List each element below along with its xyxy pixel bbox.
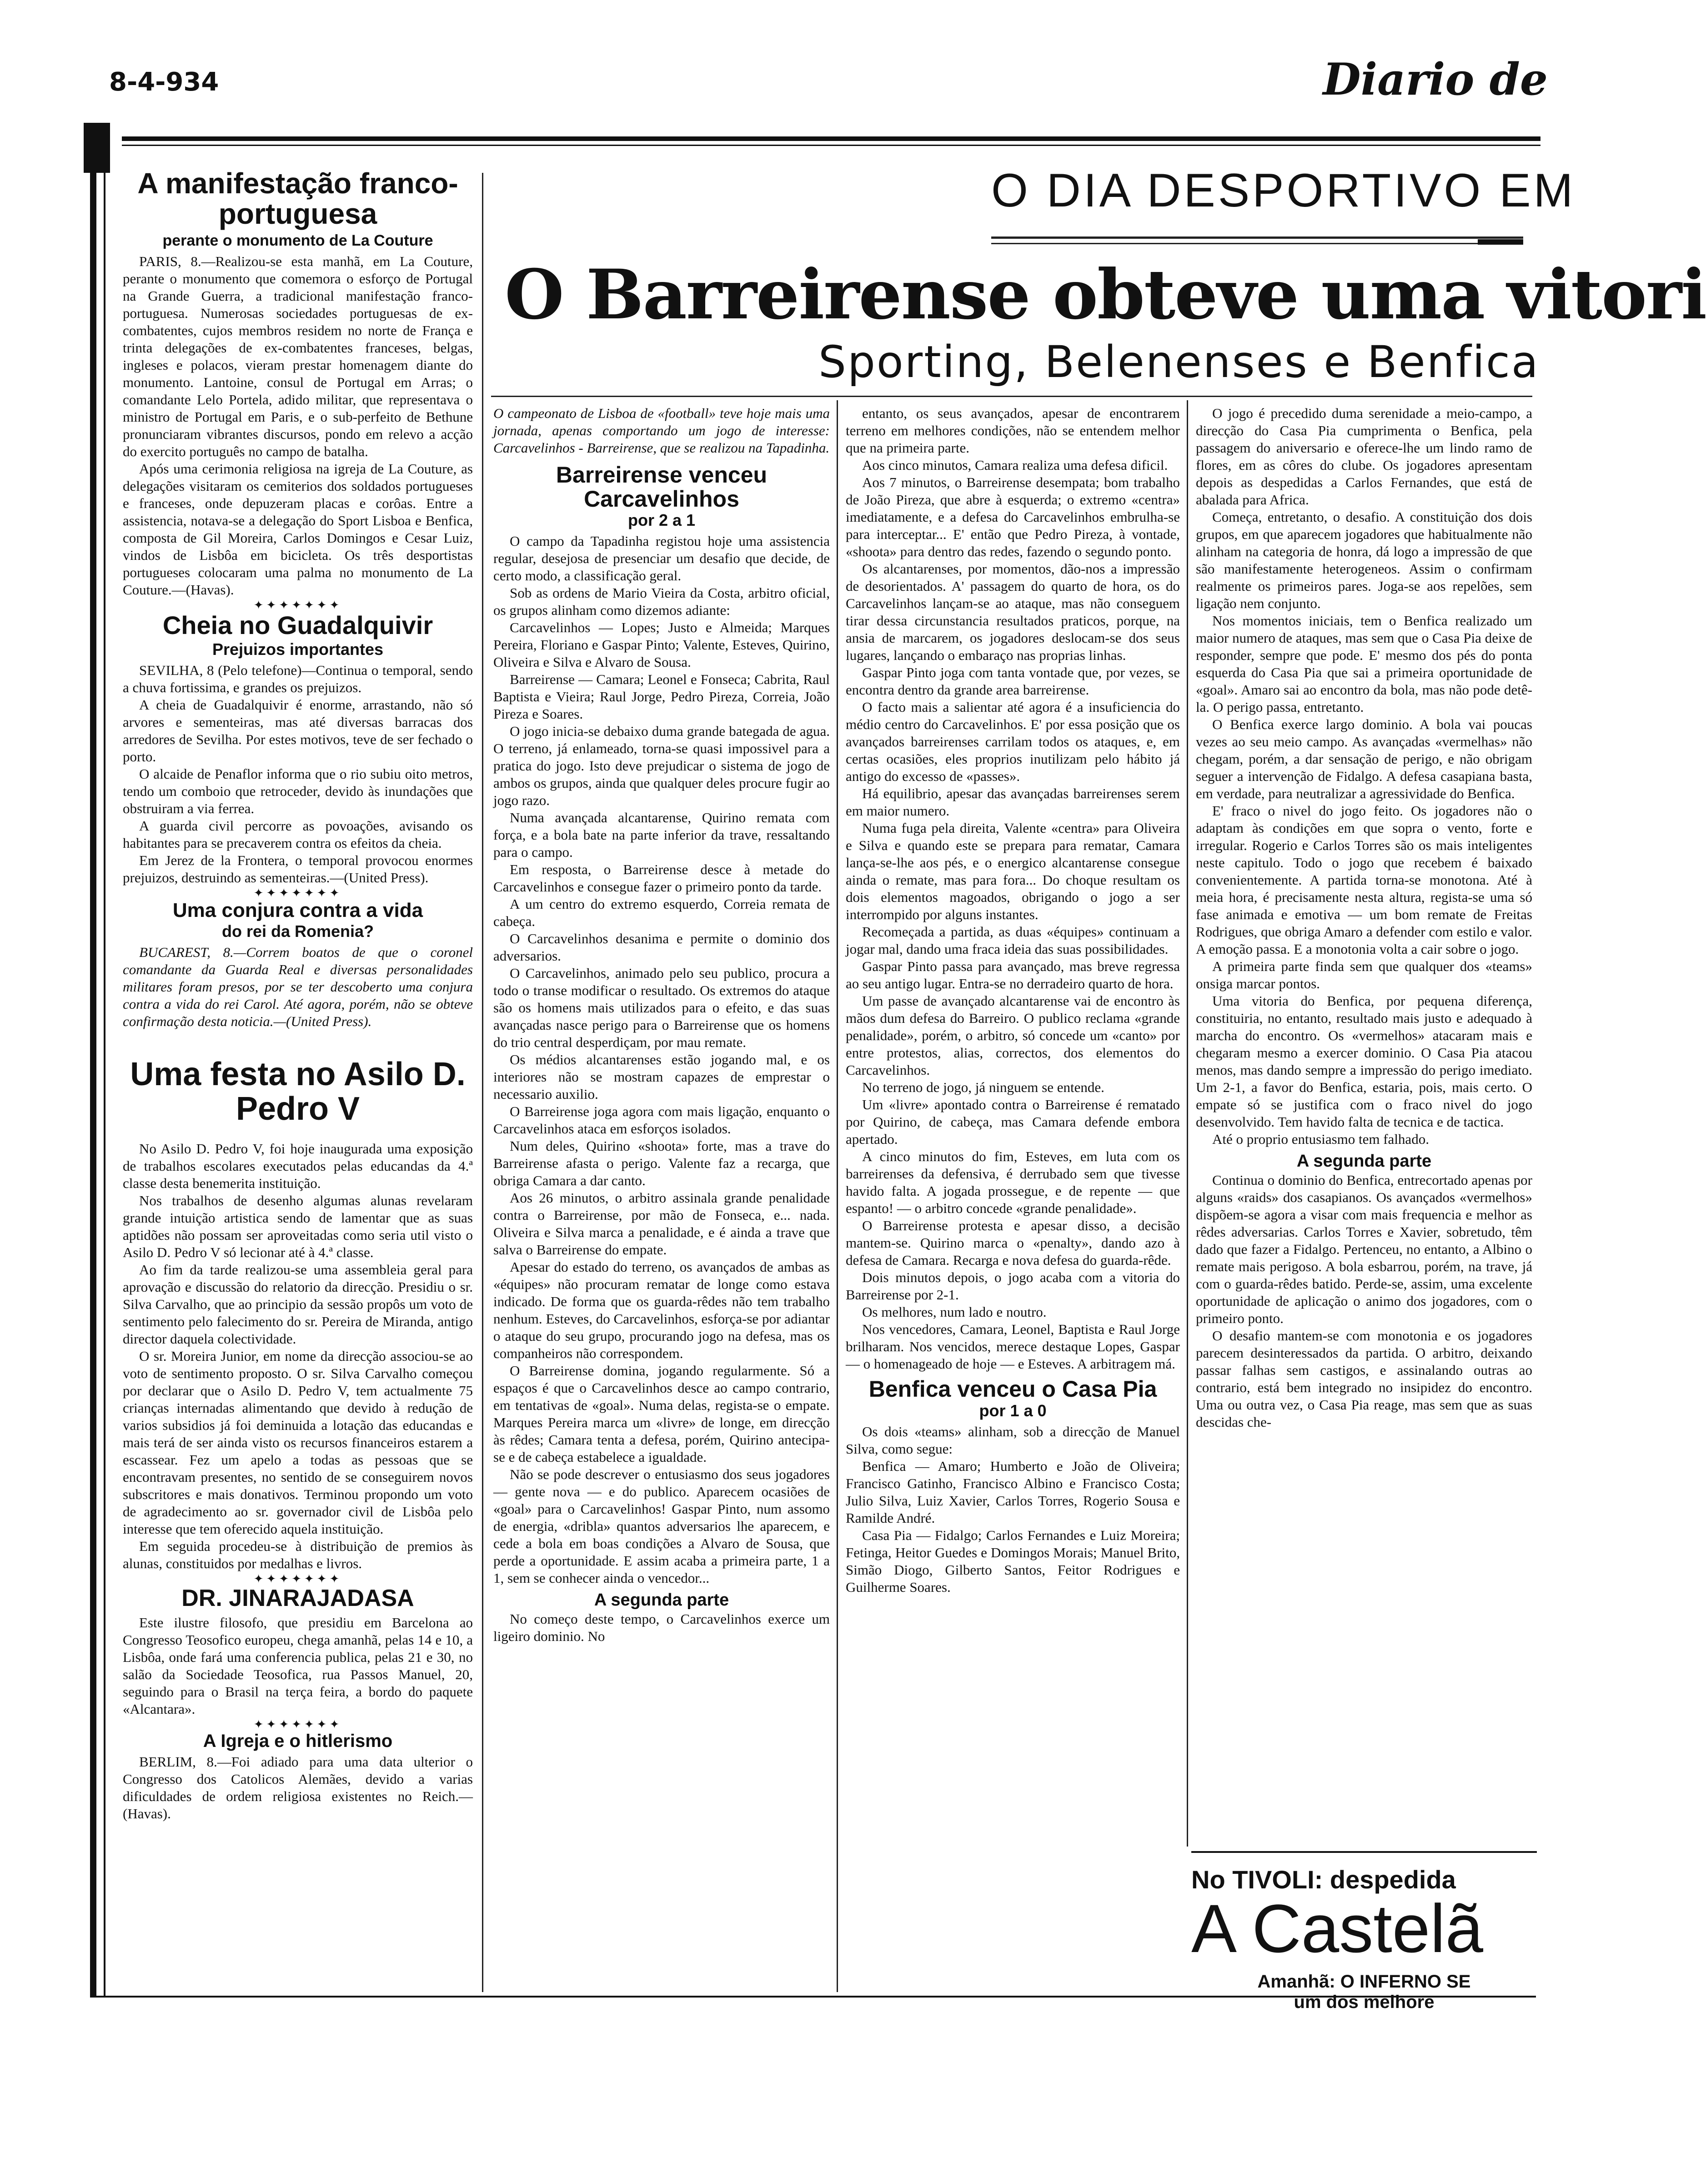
article-paragraph: Este ilustre filosofo, que presidiu em Barcelona ao Congresso Teosofico europeu, chega amanhã, pelas 14 e 10, a Lisbôa, onde fará uma conferencia publica, pelas 21 e 30, no salão da Sociedade Teosofica, rua Passos Manuel, 20, seguindo para o Brasil na terça feira, a bordo do paquete «Alcantara».	[123, 1615, 473, 1717]
article-paragraph: Aos cinco minutos, Camara realiza uma defesa dificil.	[862, 457, 1168, 473]
game-report	[846, 1423, 1180, 1596]
game-title: Barreirense venceu Carcavelinhos	[556, 462, 768, 512]
ad-title: A Castelã	[1191, 1890, 1484, 1967]
headline-rule	[491, 396, 1532, 397]
article-paragraph: Em Jerez de la Frontera, o temporal provocou enormes prejuizos, destruindo as sementeiras.—(United Press).	[123, 852, 473, 886]
article-paragraph: Os médios alcantarenses estão jogando mal, e os interiores não se mostram capazes de emprestar o necessario auxilio.	[493, 1052, 830, 1102]
article-paragraph: Há equilibrio, apesar das avançadas barreirenses serem em maior numero.	[846, 785, 1180, 819]
section-band-title: O DIA DESPORTIVO EM	[991, 164, 1576, 217]
newspaper-masthead: Diario de	[1323, 54, 1548, 105]
article-paragraph: Dois minutos depois, o jogo acaba com a vitoria do Barreirense por 2-1.	[846, 1269, 1180, 1303]
article-paragraph: A cinco minutos do fim, Esteves, em luta com os barreirenses da defensiva, é derrubado sem que tivesse havido falta. A jogada prossegue, e de repente — que espanto! — o arbitro concede «grande penalidade».	[846, 1148, 1180, 1216]
article-paragraph: Apesar do estado do terreno, os avançados de ambas as «équipes» não procuram rematar de longe como estava indicado. De forma que os guarda-rêdes não tem trabalho nenhum. Esteves, do Carcavelinhos, esforça-se por adiantar o ataque do seu grupo, procurando jogo na defesa, mas os companheiros não correspondem.	[493, 1259, 830, 1361]
article-paragraph: Após uma cerimonia religiosa na igreja de La Couture, as delegações visitaram os cemiterios dos soldados portugueses e franceses, onde depuzeram placas e corôas. Entre a assistencia, notava-se a delegação do Sport Lisboa e Benfica, composta de Gil Moreira, Carlos Domingos e Cesar Luiz, vindos de Lisbôa em bicicleta. Os três desportistas portugueses colocaram uma palma no monumento de La Couture.—(Havas).	[123, 461, 473, 598]
game-report	[1196, 1172, 1532, 1431]
article-paragraph: Casa Pia — Fidalgo; Carlos Fernandes e Luiz Moreira; Fetinga, Heitor Guedes e Domingos Morais; Manuel Brito, Simão Diogo, Gilberto Santos, Feitor Rodrigues e Guilherme Soares.	[846, 1527, 1180, 1595]
section-heading: A segunda parte	[594, 1590, 729, 1610]
article-subtitle: Prejuizos importantes	[212, 640, 384, 659]
article-paragraph: BERLIM, 8.—Foi adiado para uma data ulterior o Congresso dos Catolicos Alemães, devido a varias dificuldades de ordem religiosa existentes no Reich.—(Havas).	[123, 1754, 473, 1822]
corner-block	[84, 123, 110, 173]
article-paragraph: Aos 26 minutos, o arbitro assinala grande penalidade contra o Barreirense, por mão de Fonseca, e... nada. Oliveira e Silva marca a penalidade, e é ainda a trave que salva o Barreirense do empate.	[493, 1190, 830, 1258]
article-paragraph: A primeira parte finda sem que qualquer dos «teams» onsiga marcar pontos.	[1196, 958, 1532, 991]
ornament-divider: ✦✦✦✦✦✦✦	[253, 1718, 342, 1731]
column-rule	[482, 173, 483, 1992]
sub-headline: Sporting, Belenenses e Benfica	[818, 337, 1540, 387]
article-paragraph: Nos momentos iniciais, tem o Benfica realizado um maior numero de ataques, mas sem que o Casa Pia deixe de responder, sempre que pode. E' mesmo dos pés do ponta esquerda do Casa Pia que sai a primeira oportunidade de «goal». Amaro sai ao encontro da bola, mas não pode detê-la. O perigo passa, entretanto.	[1196, 613, 1532, 715]
left-border	[90, 173, 96, 1997]
article-paragraph: O Barreirense domina, jogando regularmente. Só a espaços é que o Carcavelinhos desce ao campo contrario, em tentativas de «goal». Numa delas, regista-se o empate. Marques Pereira marca um «livre» de longe, em direcção às rêdes; Camara tenta a defesa, porém, Quirino antecipa-se e de cabeça estabelece a igualdade.	[493, 1363, 830, 1465]
article-paragraph: SEVILHA, 8 (Pelo telefone)—Continua o temporal, sendo a chuva fortissima, e grandes os prejuizos.	[123, 662, 473, 696]
band-rule-thin	[991, 243, 1523, 244]
sports-column-2	[493, 405, 830, 1645]
article-paragraph: Um «livre» apontado contra o Barreirense é rematado por Quirino, de cabeça, mas Camara defende embora apertado.	[846, 1097, 1180, 1147]
game-title: Benfica venceu o Casa Pia	[868, 1376, 1157, 1402]
article-paragraph: O desafio mantem-se com monotonia e os jogadores parecem desinteressados da partida. O arbitro, deixando passar falhas sem castigos, e assinalando outras ao contrario, está bem integrado no insipidez do encontro. Uma ou outra vez, o Casa Pia reage, mas sem que as suas descidas che-	[1196, 1328, 1532, 1430]
article-subtitle: do rei da Romenia?	[221, 922, 374, 941]
article-paragraph: Numa fuga pela direita, Valente «centra» para Oliveira e Silva e quando este se prepara para rematar, Camara lança-se-lhe aos pés, e o energico alcantarense consegue ainda o remate, mas para fora... Do choque resultam os dois elementos magoados, obrigando o jogo a ser interrompido por alguns instantes.	[846, 820, 1180, 922]
ornament-divider: ✦✦✦✦✦✦✦	[253, 599, 342, 612]
article-paragraph: O alcaide de Penaflor informa que o rio subiu oito metros, tendo um comboio que retroceder, devido às inundações que obstruiram a via ferrea.	[123, 766, 473, 817]
article-paragraph: O Carcavelinhos, animado pelo seu publico, procura a todo o transe modificar o resultado. Os extremos do ataque são os homens mais utilizados para o efeito, e das suas avançadas nasce perigo para o Barreirense que os homens do trio central desperdiçam, por mau remate.	[493, 965, 830, 1050]
article-paragraph: E' fraco o nivel do jogo feito. Os jogadores não o adaptam às condições em que sopra o vento, forte e irregular. Rogerio e Carlos Torres são os mais inteligentes neste capitulo. Todo o jogo que recebem é baixado convenientemente. A partida torna-se monotona. Até à meia hora, é precisamente nesta altura, regista-se uma só fase animada e emotiva — um bom remate de Freitas Rodrigues, que obriga Amaro a defender com estilo e valor. A emoção passa. E a monotonia volta a cair sobre o jogo.	[1196, 803, 1532, 957]
article-paragraph: entanto, os seus avançados, apesar de encontrarem terreno em melhores condições, não se entendem melhor que na primeira parte.	[846, 405, 1180, 456]
article-title: DR. JINARAJADASA	[181, 1585, 414, 1611]
game-report	[493, 533, 830, 1587]
sports-column-4	[1196, 405, 1532, 1431]
article-paragraph: Os alcantarenses, por momentos, dão-nos a impressão de desorientados. A' passagem do quarto de hora, os do Carcavelinhos lançam-se ao ataque, mas não conseguem tirar dessa circunstancia resultados praticos, porque, na ansia de marcarem, os jogadores deslocam-se dos seus lugares, lançando o embaraço nas proprias linhas.	[846, 561, 1180, 663]
article-paragraph: Ao fim da tarde realizou-se uma assembleia geral para aprovação e discussão do relatorio da direcção. Presidiu o sr. Silva Carvalho, que ao principio da sessão propôs um voto de sentimento pelo falecimento do sr. Pereira de Miranda, antigo director daquela colectividade.	[123, 1261, 473, 1347]
article-paragraph: Nos vencedores, Camara, Leonel, Baptista e Raul Jorge brilharam. Nos vencidos, merece destaque Lopes, Gaspar — o homenageado de hoje — e Esteves. A arbitragem má.	[846, 1321, 1180, 1372]
article-paragraph: Os dois «teams» alinham, sob a direcção de Manuel Silva, como segue:	[846, 1423, 1180, 1457]
article-paragraph: Em resposta, o Barreirense desce à metade do Carcavelinhos e consegue fazer o primeiro ponto da tarde.	[493, 861, 830, 895]
left-column	[123, 168, 473, 1822]
article-paragraph: O jogo inicia-se debaixo duma grande bategada de agua. O terreno, já enlameado, torna-se quasi impossivel para a pratica do jogo. Isto deve prejudicar o sistema de jogo de ambos os grupos, ainda que qualquer deles procure fugir ao jogo razo.	[493, 723, 830, 808]
ornament-divider: ✦✦✦✦✦✦✦	[253, 1572, 342, 1585]
article-title: A Igreja e o hitlerismo	[203, 1731, 393, 1751]
article-paragraph: A um centro do extremo esquerdo, Correia remata de cabeça.	[493, 896, 830, 929]
column-rule	[837, 400, 838, 1992]
article-paragraph: A cheia de Guadalquivir é enorme, arrastando, não só arvores e sementeiras, mas até diversas barracas dos arredores de Sevilha. Por estes motivos, teve de ser fechado o porto.	[123, 697, 473, 765]
article-paragraph: O Benfica exerce largo dominio. A bola vai poucas vezes ao seu meio campo. As avançadas «vermelhas» não chegam, porém, a dar sensação de perigo, e não obrigam seguer a intervenção de Fidalgo. A defesa casapiana basta, em verdade, para neutralizar a agressividade do Benfica.	[1196, 716, 1532, 801]
article-paragraph: O jogo é precedido duma serenidade a meio-campo, a direcção do Casa Pia cumprimenta o Benfica, pela passagem do aniversario e oferece-lhe um lindo ramo de flores, em as côres do clube. Os jogadores apresentam depois as despedidas a Carlos Fernandes, que está de abalada para Africa.	[1196, 405, 1532, 508]
article-subtitle: perante o monumento de La Couture	[162, 232, 433, 250]
band-rule	[991, 237, 1523, 239]
article-paragraph: O campo da Tapadinha registou hoje uma assistencia regular, desejosa de presenciar um desafio que decide, de certo modo, a classificação geral.	[493, 533, 830, 584]
ad-line: Amanhã: O INFERNO SE	[1257, 1972, 1471, 1992]
article-paragraph: PARIS, 8.—Realizou-se esta manhã, em La Couture, perante o monumento que comemora o esforço de Portugal na Grande Guerra, a tradicional manifestação franco-portuguesa. Numerosas sociedades portuguesas de ex-combatentes, cujos membros residem no norte de França e trinta delegações de ex-combatentes franceses, belgas, ingleses e polacos, vieram prestar homenagem diante do monumento. Lantoine, consul de Portugal em Arras; o comandante Lelo Portela, adido militar, que representava o ministro de Portugal em Paris, e o sub-perfeito de Bethune pronunciaram vibrantes discursos, pondo em relevo a acção do exercito português no campo de batalha.	[123, 253, 473, 460]
game-report-continued	[493, 1610, 830, 1645]
game-score: por 2 a 1	[627, 511, 696, 529]
article-paragraph: Num deles, Quirino «shoota» forte, mas a trave do Barreirense afasta o perigo. Valente faz a recarga, que obriga Camara a dar canto.	[493, 1138, 830, 1188]
article-title: Uma conjura contra a vida	[172, 899, 423, 922]
article-paragraph: O Barreirense joga agora com mais ligação, enquanto o Carcavelinhos ataca em esforços isolados.	[493, 1103, 830, 1137]
article-paragraph: O Carcavelinhos desanima e permite o dominio dos adversarios.	[493, 931, 830, 964]
article-paragraph: No terreno de jogo, já ninguem se entende.	[862, 1079, 1104, 1095]
article-paragraph: Uma vitoria do Benfica, por pequena diferença, constituiria, no entanto, resultado mais justo e adequado à marcha do encontro. Os «vermelhos» atacaram mais e chegaram mesmo a exercer dominio. O Casa Pia atacou menos, mas dando sempre a impressão do perigo imediato. Um 2-1, a favor do Benfica, estaria, pois, mais certo. O empate só se justifica com o fraco nivel do jogo desenvolvido. Tem havido falta de tecnica e de tactica.	[1196, 993, 1532, 1130]
column-rule	[1187, 400, 1188, 1847]
article-paragraph: Aos 7 minutos, o Barreirense desempata; bom trabalho de João Pireza, que abre à esquerda; o extremo «centra» imediatamente, e a defesa do Carcavelinhos embrulha-se para interceptar... E' então que Pedro Pireza, à vontade, «shoota» para dentro das redes, fazendo o segundo ponto.	[846, 474, 1180, 559]
article-paragraph: Carcavelinhos — Lopes; Justo e Almeida; Marques Pereira, Floriano e Gaspar Pinto; Valente, Esteves, Quirino, Oliveira e Silva e Alvaro de Sousa.	[493, 619, 830, 670]
article-paragraph: Barreirense — Camara; Leonel e Fonseca; Cabrita, Raul Baptista e Vieira; Raul Jorge, Pedro Pireza, Correia, João Pireza e Soares.	[493, 671, 830, 722]
game-report	[1196, 405, 1532, 1148]
top-rule	[122, 136, 1540, 141]
band-bar	[1478, 239, 1523, 245]
article-paragraph: Benfica — Amaro; Humberto e João de Oliveira; Francisco Gatinho, Francisco Albino e Francisco Costa; Julio Silva, Luiz Xavier, Carlos Torres, Rogerio Sousa e Ramilde André.	[846, 1458, 1180, 1526]
article-paragraph: Gaspar Pinto joga com tanta vontade que, por vezes, se encontra dentro da grande area barreirense.	[846, 664, 1180, 698]
article-paragraph: No começo deste tempo, o Carcavelinhos exerce um ligeiro dominio. No	[493, 1611, 830, 1644]
article-title: A manifestação franco-portuguesa	[137, 167, 458, 231]
ornament-divider: ✦✦✦✦✦✦✦	[253, 886, 342, 900]
article-paragraph: Até o proprio entusiasmo tem falhado.	[1212, 1131, 1429, 1147]
article-paragraph: BUCAREST, 8.—Correm boatos de que o coronel comandante da Guarda Real e diversas personalidades militares foram presos, por se ter descoberto uma conjura contra a vida do rei Carol. Até agora, porém, não se obteve confirmação desta noticia.—(United Press).	[123, 944, 473, 1030]
article-paragraph: No Asilo D. Pedro V, foi hoje inaugurada uma exposição de trabalhos escolares executados pelas educandas da 4.ª classe desta benemerita instituição.	[123, 1140, 473, 1191]
article-title: Uma festa no Asilo D. Pedro V	[130, 1056, 466, 1127]
sports-column-3	[846, 405, 1180, 1596]
article-paragraph: O facto mais a salientar até agora é a insuficiencia do médio centro do Carcavelinhos. E' por essa posição que os avançados barreirenses carrilam todos os ataques, e, em certas ocasiões, eles proprios inutilizam pelo hábito já antigo do excesso de «passes».	[846, 699, 1180, 784]
article-paragraph: Gaspar Pinto passa para avançado, mas breve regressa ao seu antigo lugar. Entra-se no derradeiro quarto de hora.	[846, 958, 1180, 991]
theatre-advertisement	[1191, 1851, 1537, 2012]
ad-line: um dos melhore	[1294, 1992, 1435, 2012]
ad-line: No TIVOLI: despedida	[1191, 1865, 1456, 1894]
article-paragraph: A guarda civil percorre as povoações, avisando os habitantes para se precaverem contra os efeitos da cheia.	[123, 818, 473, 851]
article-title: Cheia no Guadalquivir	[162, 611, 433, 640]
article-paragraph: Recomeçada a partida, as duas «équipes» continuam a jogar mal, dando uma fraca ideia das suas possibilidades.	[846, 924, 1180, 957]
article-paragraph: O Barreirense protesta e apesar disso, a decisão mantem-se. Quirino marca o «penalty», dando azo à defesa de Camara. Recarga e nova defesa do guarda-rêde.	[846, 1218, 1180, 1268]
article-paragraph: Continua o dominio do Benfica, entrecortado apenas por alguns «raids» dos casapianos. Os avançados «vermelhos» dispõem-se agora a visar com mais frequencia e melhor as rêdes adversarias. Carlos Torres e Xavier, sobretudo, têm dado que fazer a Fidalgo. Pertenceu, no entanto, a Albino o remate mais perigoso. A bola esbarrou, porém, na trave, já com o guarda-rêdes batido. Perde-se, assim, uma excelente oportunidade de aplicação o animo dos jogadores, com o primeiro ponto.	[1196, 1172, 1532, 1326]
article-paragraph: Sob as ordens de Mario Vieira da Costa, arbitro oficial, os grupos alinham como dizemos adiante:	[493, 585, 830, 618]
page-date: 8-4-934	[109, 67, 219, 97]
left-border-thin	[104, 173, 105, 1997]
top-rule-thin	[122, 145, 1540, 146]
article-paragraph: Não se pode descrever o entusiasmo dos seus jogadores — gente nova — e do publico. Aparecem ocasiões de «goal» para o Carcavelinhos! Gaspar Pinto, num assomo de energia, «dribla» quantos adversarios lhe aparecem, e cede a bola em boas condições a Alvaro de Sousa, que perde a oportunidade. E assim acaba a primeira parte, 1 a 1, sem se conhecer ainda o vencedor...	[493, 1466, 830, 1586]
article-paragraph: Um passe de avançado alcantarense vai de encontro às mãos dum defesa do Barreiro. O publico reclama «grande penalidade», porém, o arbitro, só concede um «canto» por entre protestos, alias, correctos, dos elementos do Carcavelinhos.	[846, 993, 1180, 1078]
article-paragraph: Nos trabalhos de desenho algumas alunas revelaram grande intuição artistica sendo de lamentar que as suas aptidões não possam ser aproveitadas como seria util visto o Asilo D. Pedro V só lecionar até à 4.ª classe.	[123, 1192, 473, 1260]
game-score: por 1 a 0	[979, 1401, 1047, 1420]
intro-paragraph: O campeonato de Lisboa de «football» teve hoje mais uma jornada, apenas comportando um jogo de interesse: Carcavelinhos - Barreirense, que se realizou na Tapadinha.	[493, 405, 830, 456]
article-paragraph: Em seguida procedeu-se à distribuição de premios às alunas, constituidos por medalhas e livros.	[123, 1538, 473, 1571]
article-paragraph: Numa avançada alcantarense, Quirino remata com força, e a bola bate na parte inferior da trave, ressaltando para o campo.	[493, 810, 830, 860]
main-headline: O Barreirense obteve uma vitori	[505, 255, 1706, 335]
article-paragraph: Os melhores, num lado e noutro.	[862, 1304, 1047, 1320]
game-report	[846, 405, 1180, 1373]
article-paragraph: O sr. Moreira Junior, em nome da direcção associou-se ao voto de sentimento proposto. O sr. Silva Carvalho começou por declarar que o Asilo D. Pedro V, tem actualmente 75 crianças internadas alimentando que devido à redução de varios subsidios já foi deminuida a lotação das educandas e mais terá de ser ainda visto os recursos financeiros estarem a escassear. Fez um apelo a todas as pessoas que se encontravam presentes, no sentido de se conseguirem novos subscritores e mais donativos. Terminou propondo um voto de agradecimento ao sr. governador civil de Lisbôa pelo interesse que tem oferecido aquela instituição.	[123, 1348, 473, 1537]
article-paragraph: Começa, entretanto, o desafio. A constituição dos dois grupos, em que aparecem jogadores que habitualmente não alinham na categoria de honra, dá logo a impressão de que são manifestamente heterogeneos. Assim o confirmam realmente os primeiros pares. Joga-se aos repelões, sem ligação nem conjunto.	[1196, 509, 1532, 611]
section-heading: A segunda parte	[1296, 1152, 1432, 1171]
